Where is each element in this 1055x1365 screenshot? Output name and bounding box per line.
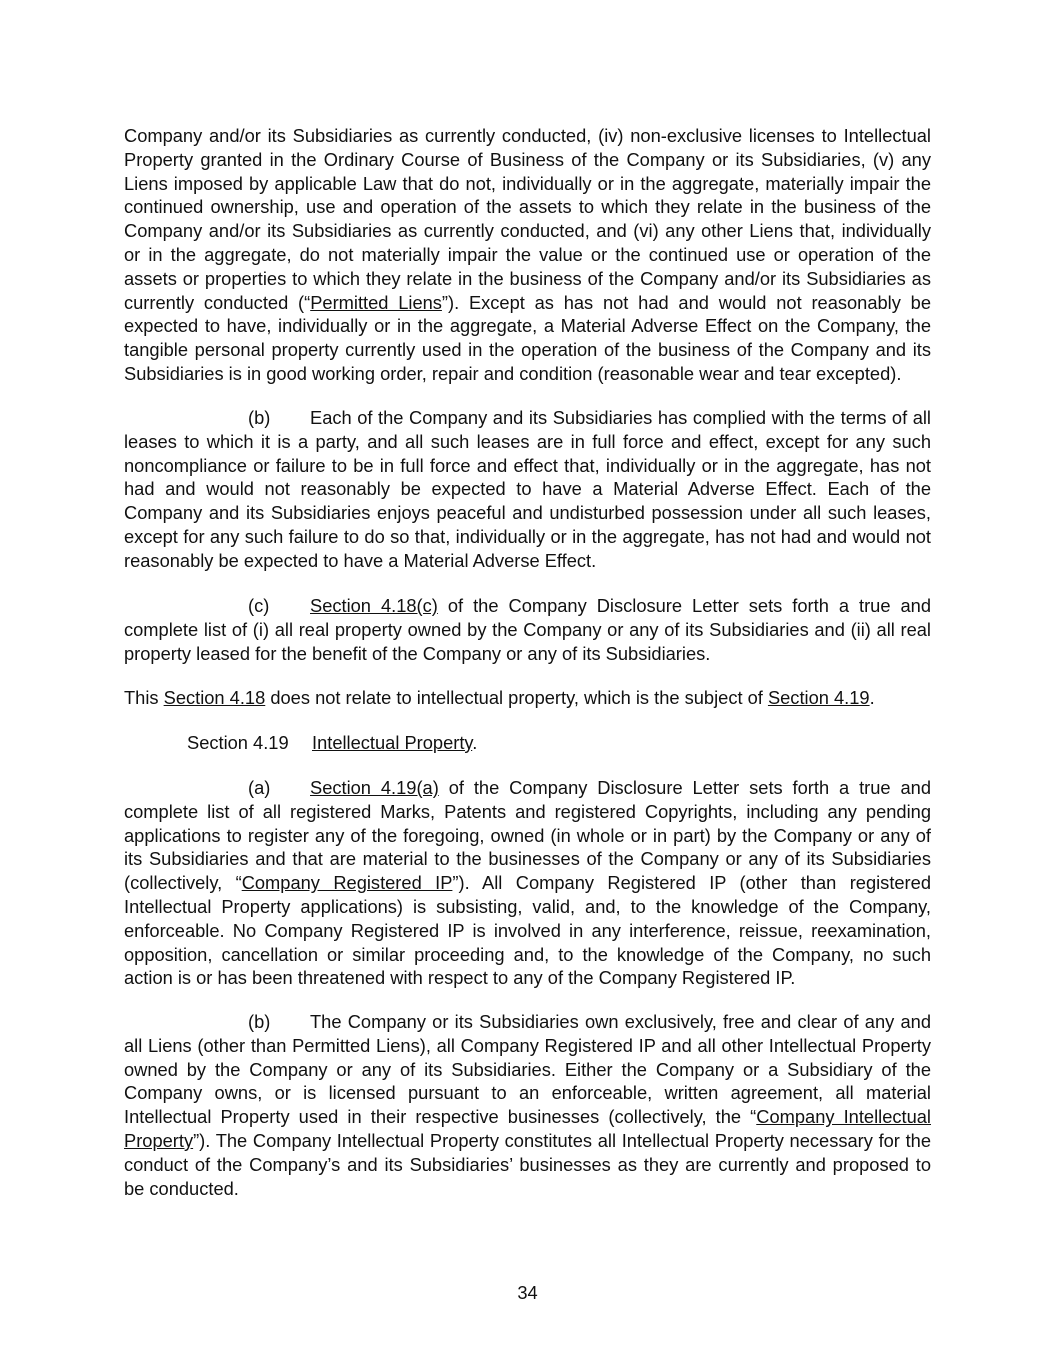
paragraph-text: . (869, 687, 875, 708)
paragraph-text: ”). Except as has not had and would not reasonably be expected to have, individually or in the aggregate, a Material Adverse Effect on the Company, the tangible personal property currently used in the operation of the business of the Company and its Subsidiaries is in good working order, repair and condition (reasonable wear and tear excepted). (124, 291, 931, 384)
paragraph-text: This (124, 687, 164, 708)
paragraph-text: ”). The Company Intellectual Property constitutes all Intellectual Property necessary for the conduct of the Company’s and its Subsidiaries’ businesses as they are currently and proposed to be conducted. (124, 1129, 931, 1199)
section-number: Section 4.19 (187, 732, 289, 753)
paragraph-text: of the Company Disclosure Letter sets forth a true and complete list of all registered Marks, Patents and registered Copyrights, including any pending applications to register any of the foregoing, owned (in whole or in part) by the Company or any of its Subsidiaries and that are material to the businesses of the Company or any of its Subsidiaries (collectively, “ (124, 777, 931, 894)
paragraph-permitted-liens (124, 124, 931, 386)
paragraph-text: does not relate to intellectual property, which is the subject of (265, 687, 768, 708)
paragraph-4-19-b (124, 1010, 931, 1200)
section-reference: Section 4.19 (767, 687, 870, 708)
paragraph-4-19-a (124, 776, 931, 990)
section-reference: Section 4.18(c) (310, 595, 438, 616)
clause-label: (b) (248, 407, 271, 428)
section-heading-4-19 (187, 731, 477, 755)
defined-term-company-registered-ip: Company Registered IP (241, 872, 453, 894)
page-number: 34 (517, 1282, 538, 1303)
paragraph-text: The Company or its Subsidiaries own exclusively, free and clear of any and all Liens (other than Permitted Liens), all Company Registered IP and all other Intellectual Property owned by the Company or any of its Subsidiaries. Either the Company or a Subsidiary of the Company owns, or is licensed pursuant to an enforceable, written agreement, all material Intellectual Property used in their respective businesses (collectively, the “ (124, 1011, 931, 1128)
paragraph-4-18-c (124, 594, 931, 665)
section-title-end: . (472, 732, 478, 753)
paragraph-text: of the Company Disclosure Letter sets forth a true and complete list of (i) all real property owned by the Company or any of its Subsidiaries and (ii) all real property leased for the benefit of the Company or any of its Subsidiaries. (124, 595, 932, 664)
clause-label: (a) (248, 777, 271, 798)
clause-label: (c) (248, 595, 270, 616)
section-reference: Section 4.19(a) (310, 777, 439, 798)
section-title: Intellectual Property (312, 732, 473, 753)
paragraph-4-18-b (124, 406, 931, 573)
section-reference: Section 4.18 (163, 687, 266, 708)
paragraph-text: Each of the Company and its Subsidiaries has complied with the terms of all leases to which it is a party, and all such leases are in full force and effect, except for any such noncompliance or failure to be in full force and effect that, individually or in the aggregate, has not had and would not reasonably be expected to have a Material Adverse Effect. Each of the Company and its Subsidiaries enjoys peaceful and undisturbed possession under all such leases, except for any such failure to do so that, individually or in the aggregate, has not had and would not reasonably be expected to have a Material Adverse Effect. (124, 407, 931, 571)
defined-term-permitted-liens: Permitted Liens (310, 291, 442, 313)
defined-term-company-intellectual-property: Company Intellectual Property (124, 1106, 931, 1151)
paragraph-text: Company and/or its Subsidiaries as currently conducted, (iv) non-exclusive licenses to Intellectual Property granted in the Ordinary Course of Business of the Company or its Subsidiaries, (v) any Liens imposed by applicable Law that do not, individually or in the aggregate, materially impair the continued ownership, use and operation of the assets to which they relate in the business of the Company and/or its Subsidiaries as currently conducted, and (vi) any other Liens that, individually or in the aggregate, do not materially impair the value or the continued use or operation of the assets or properties to which they relate in the business of the Company and/or its Subsidiaries as currently conducted (“ (124, 125, 931, 313)
paragraph-section-note (124, 686, 931, 710)
clause-label: (b) (248, 1011, 271, 1032)
paragraph-text: ”). All Company Registered IP (other than registered Intellectual Property applications) is subsisting, valid, and, to the knowledge of the Company, enforceable. No Company Registered IP is involved in any interference, reissue, reexamination, opposition, cancellation or similar proceeding and, to the knowledge of the Company, no such action is or has been threatened with respect to any of the Company Registered IP. (124, 872, 931, 989)
